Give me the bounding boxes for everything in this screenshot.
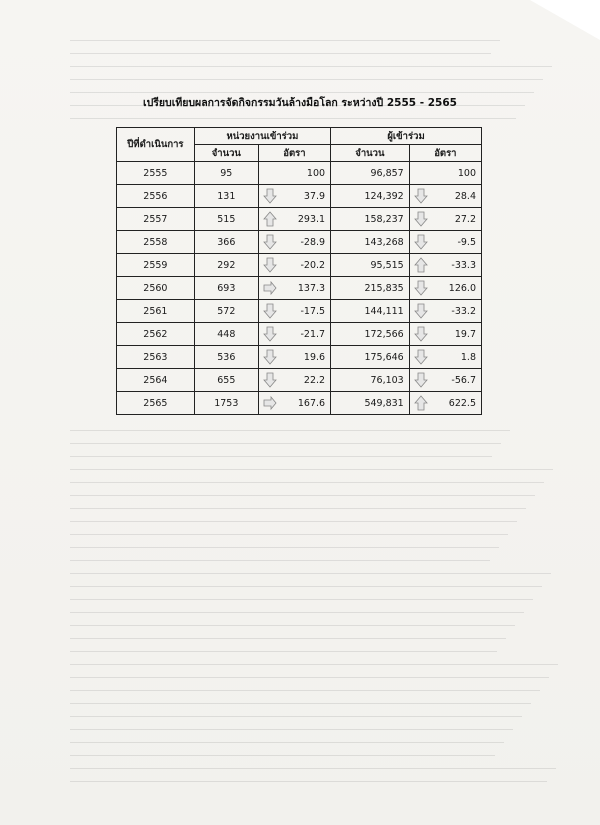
down-arrow-icon — [263, 326, 277, 342]
participants-count-value: 158,237 — [364, 213, 404, 225]
bleed-line — [70, 781, 547, 782]
participants-count-cell — [331, 392, 410, 415]
participants-rate-cell — [409, 185, 481, 208]
partners-count-value: 366 — [217, 236, 236, 248]
down-arrow-icon — [263, 188, 277, 204]
partners-count-value: 95 — [220, 167, 233, 179]
header-partners: หน่วยงานเข้าร่วม — [194, 128, 330, 145]
partners-count-cell — [194, 208, 258, 231]
year-cell — [117, 392, 195, 415]
year-cell — [117, 323, 195, 346]
participants-rate-value: -56.7 — [451, 374, 476, 386]
down-arrow-icon — [414, 326, 428, 342]
year-cell — [117, 346, 195, 369]
year-cell — [117, 162, 195, 185]
partners-rate-cell — [258, 277, 330, 300]
partners-count-value: 515 — [217, 213, 236, 225]
table-title: เปรียบเทียบผลการจัดกิจกรรมวันล้างมือโลก ระหว่างปี 2555 - 2565 — [143, 97, 457, 109]
down-arrow-icon — [414, 211, 428, 227]
bleed-line — [70, 586, 542, 587]
year-value: 2561 — [143, 305, 168, 317]
year-cell — [117, 254, 195, 277]
bleed-line — [70, 118, 516, 119]
table-row — [117, 162, 482, 185]
table-row — [117, 323, 482, 346]
header-row-1 — [117, 128, 482, 145]
year-value: 2558 — [143, 236, 168, 248]
header-year: ปีที่ดำเนินการ — [117, 128, 195, 162]
partners-count-value: 131 — [217, 190, 236, 202]
table-row — [117, 231, 482, 254]
year-value: 2562 — [143, 328, 168, 340]
table-row — [117, 277, 482, 300]
participants-count-cell — [331, 323, 410, 346]
partners-rate-cell — [258, 162, 330, 185]
year-cell — [117, 300, 195, 323]
participants-rate-value: -33.3 — [451, 259, 476, 271]
partners-rate-cell — [258, 369, 330, 392]
bleed-line — [70, 456, 492, 457]
partners-count-cell — [194, 185, 258, 208]
partners-rate-value: 37.9 — [303, 190, 326, 202]
table-row — [117, 346, 482, 369]
bleed-line — [70, 560, 490, 561]
bleed-line — [70, 703, 531, 704]
year-cell — [117, 185, 195, 208]
bleed-line — [70, 534, 508, 535]
participants-count-value: 143,268 — [364, 236, 404, 248]
bleed-line — [70, 521, 517, 522]
partners-count-value: 536 — [217, 351, 236, 363]
partners-count-cell — [194, 231, 258, 254]
partners-count-value: 655 — [217, 374, 236, 386]
bleed-line — [70, 768, 556, 769]
bleed-line — [70, 92, 534, 93]
year-value: 2565 — [143, 397, 168, 409]
partners-count-cell — [194, 323, 258, 346]
participants-count-value: 96,857 — [370, 167, 404, 179]
side-arrow-icon — [263, 280, 277, 296]
participants-rate-cell — [409, 254, 481, 277]
side-arrow-icon — [263, 395, 277, 411]
header-partners-count: จำนวน — [194, 145, 258, 162]
participants-count-value: 124,392 — [364, 190, 404, 202]
participants-count-value: 76,103 — [370, 374, 404, 386]
table-row — [117, 254, 482, 277]
bleed-line — [70, 40, 500, 41]
partners-rate-value: -21.7 — [300, 328, 326, 340]
down-arrow-icon — [263, 257, 277, 273]
partners-count-cell — [194, 254, 258, 277]
partners-count-value: 693 — [217, 282, 236, 294]
year-value: 2557 — [143, 213, 168, 225]
down-arrow-icon — [414, 234, 428, 250]
year-cell — [117, 231, 195, 254]
participants-rate-cell — [409, 323, 481, 346]
header-participants-rate: อัตรา — [409, 145, 481, 162]
partners-rate-cell — [258, 392, 330, 415]
up-arrow-icon — [414, 257, 428, 273]
bleed-line — [70, 53, 491, 54]
bleed-line — [70, 664, 558, 665]
bleed-line — [70, 508, 526, 509]
bleed-line — [70, 612, 524, 613]
partners-count-cell — [194, 300, 258, 323]
bleed-line — [70, 79, 543, 80]
bleed-line — [70, 677, 549, 678]
bleed-line — [70, 690, 540, 691]
bleed-line — [70, 729, 513, 730]
participants-count-value: 172,566 — [364, 328, 404, 340]
partners-rate-value: 19.6 — [303, 351, 326, 363]
partners-rate-value: -28.9 — [300, 236, 326, 248]
participants-rate-value: 100 — [457, 167, 476, 179]
participants-count-cell — [331, 300, 410, 323]
year-value: 2556 — [143, 190, 168, 202]
partners-count-value: 292 — [217, 259, 236, 271]
participants-rate-cell — [409, 162, 481, 185]
partners-count-cell — [194, 162, 258, 185]
participants-count-cell — [331, 185, 410, 208]
participants-count-value: 215,835 — [364, 282, 404, 294]
participants-count-cell — [331, 277, 410, 300]
bleed-line — [70, 638, 506, 639]
participants-rate-value: 19.7 — [454, 328, 476, 340]
down-arrow-icon — [263, 349, 277, 365]
participants-count-value: 95,515 — [370, 259, 404, 271]
participants-count-value: 175,646 — [364, 351, 404, 363]
bleed-line — [70, 495, 535, 496]
folded-corner — [530, 0, 600, 40]
bleed-line — [70, 573, 551, 574]
partners-rate-value: 293.1 — [297, 213, 326, 225]
year-cell — [117, 208, 195, 231]
partners-rate-value: 100 — [306, 167, 326, 179]
bleed-line — [70, 625, 515, 626]
down-arrow-icon — [263, 303, 277, 319]
bleed-line — [70, 742, 504, 743]
down-arrow-icon — [263, 234, 277, 250]
bleed-line — [70, 469, 553, 470]
partners-rate-cell — [258, 254, 330, 277]
participants-count-value: 549,831 — [364, 397, 404, 409]
up-arrow-icon — [263, 211, 277, 227]
partners-rate-cell — [258, 208, 330, 231]
bleed-line — [70, 482, 544, 483]
bleed-line — [70, 651, 497, 652]
partners-rate-cell — [258, 346, 330, 369]
year-value: 2563 — [143, 351, 168, 363]
participants-rate-value: 126.0 — [448, 282, 476, 294]
header-participants: ผู้เข้าร่วม — [331, 128, 482, 145]
table-body — [117, 162, 482, 415]
table-row — [117, 392, 482, 415]
up-arrow-icon — [414, 395, 428, 411]
participants-rate-cell — [409, 231, 481, 254]
partners-rate-cell — [258, 300, 330, 323]
participants-rate-value: -9.5 — [457, 236, 476, 248]
partners-count-cell — [194, 346, 258, 369]
participants-rate-value: 622.5 — [448, 397, 476, 409]
partners-count-cell — [194, 369, 258, 392]
participants-rate-cell — [409, 369, 481, 392]
participants-count-cell — [331, 346, 410, 369]
partners-rate-cell — [258, 185, 330, 208]
participants-count-cell — [331, 369, 410, 392]
partners-rate-value: 137.3 — [297, 282, 326, 294]
participants-rate-cell — [409, 392, 481, 415]
participants-rate-value: 1.8 — [460, 351, 476, 363]
partners-rate-value: 22.2 — [303, 374, 326, 386]
participants-count-cell — [331, 231, 410, 254]
participants-count-cell — [331, 208, 410, 231]
down-arrow-icon — [414, 188, 428, 204]
participants-rate-value: 28.4 — [454, 190, 476, 202]
partners-rate-value: -20.2 — [300, 259, 326, 271]
partners-count-cell — [194, 392, 258, 415]
down-arrow-icon — [414, 372, 428, 388]
bleed-line — [70, 547, 499, 548]
participants-rate-value: -33.2 — [451, 305, 476, 317]
down-arrow-icon — [414, 349, 428, 365]
participants-rate-value: 27.2 — [454, 213, 476, 225]
year-value: 2559 — [143, 259, 168, 271]
bleed-line — [70, 716, 522, 717]
partners-count-value: 572 — [217, 305, 236, 317]
participants-count-cell — [331, 254, 410, 277]
partners-count-cell — [194, 277, 258, 300]
year-value: 2564 — [143, 374, 168, 386]
partners-count-value: 448 — [217, 328, 236, 340]
partners-rate-value: -17.5 — [300, 305, 326, 317]
bleed-line — [70, 599, 533, 600]
down-arrow-icon — [414, 280, 428, 296]
bleed-line — [70, 66, 552, 67]
bleed-line — [70, 430, 510, 431]
participants-count-cell — [331, 162, 410, 185]
table-row — [117, 369, 482, 392]
participants-rate-cell — [409, 300, 481, 323]
table-row — [117, 300, 482, 323]
bleed-line — [70, 443, 501, 444]
partners-rate-cell — [258, 323, 330, 346]
comparison-table — [116, 127, 482, 415]
bleed-line — [70, 755, 495, 756]
partners-rate-cell — [258, 231, 330, 254]
year-value: 2555 — [143, 167, 168, 179]
partners-rate-value: 167.6 — [297, 397, 326, 409]
down-arrow-icon — [414, 303, 428, 319]
table-row — [117, 208, 482, 231]
participants-rate-cell — [409, 208, 481, 231]
participants-count-value: 144,111 — [364, 305, 404, 317]
partners-count-value: 1753 — [214, 397, 239, 409]
year-cell — [117, 277, 195, 300]
down-arrow-icon — [263, 372, 277, 388]
header-partners-rate: อัตรา — [258, 145, 330, 162]
year-value: 2560 — [143, 282, 168, 294]
year-cell — [117, 369, 195, 392]
header-participants-count: จำนวน — [331, 145, 410, 162]
table-row — [117, 185, 482, 208]
participants-rate-cell — [409, 277, 481, 300]
participants-rate-cell — [409, 346, 481, 369]
